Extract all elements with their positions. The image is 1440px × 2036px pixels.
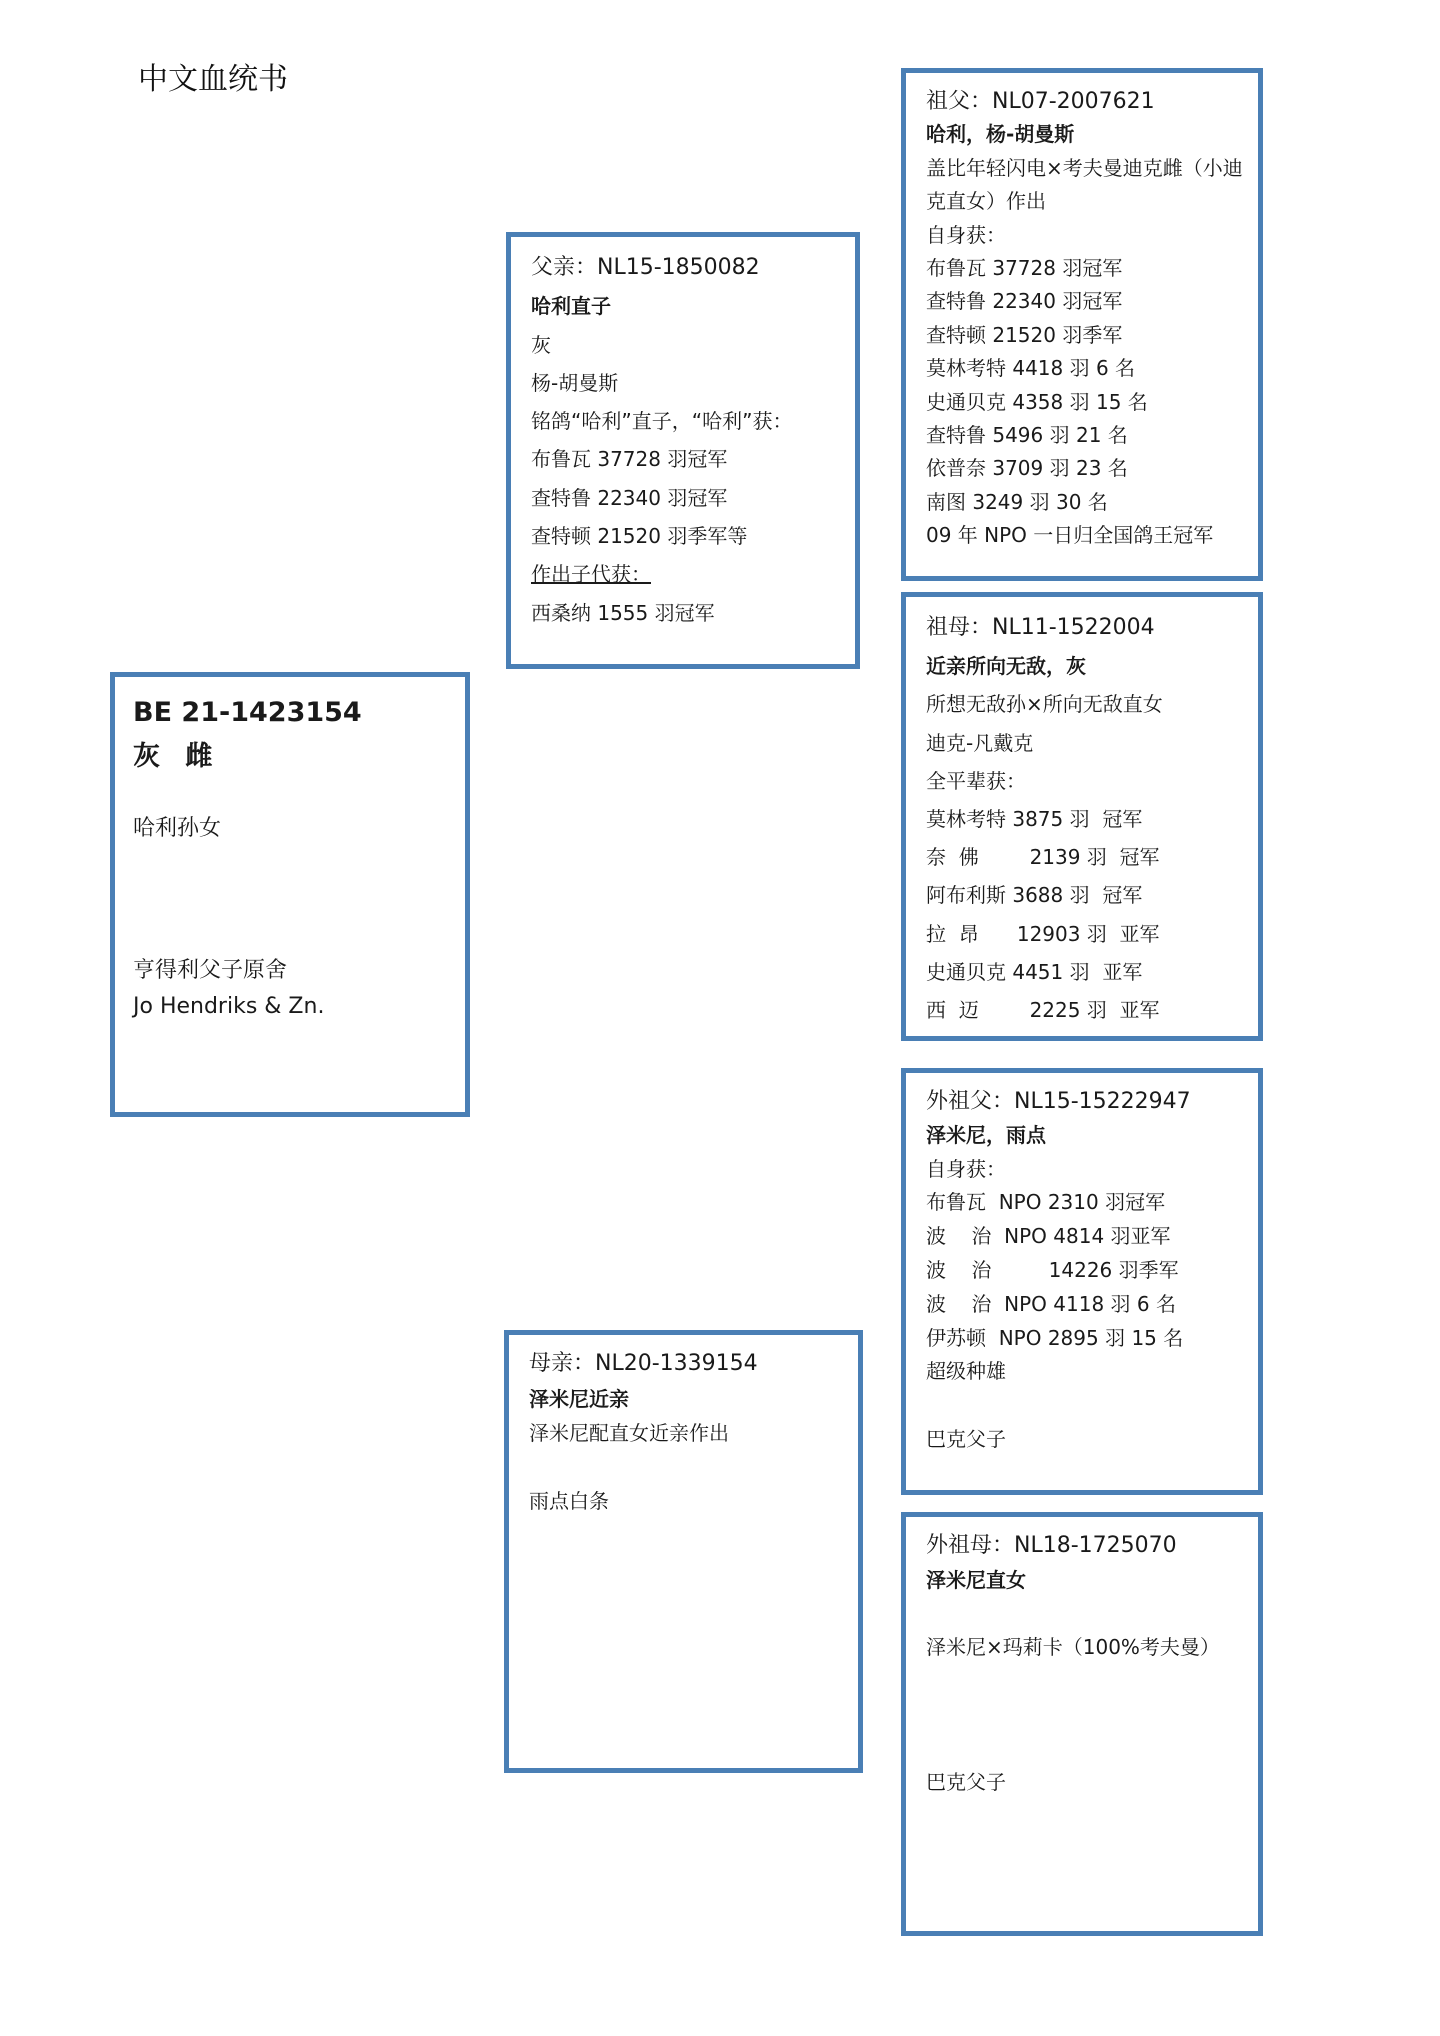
grandsire-line: 依普奈 3709 羽 23 名 bbox=[926, 456, 1128, 481]
subject-pigeon-card bbox=[110, 672, 470, 1117]
grandsire-heading: 祖父：NL07-2007621 bbox=[926, 89, 1155, 114]
maternal-granddam-heading: 外祖母：NL18-1725070 bbox=[926, 1533, 1177, 1558]
subject-relation: 哈利孙女 bbox=[133, 816, 222, 841]
maternal-grandsire-card bbox=[901, 1068, 1263, 1495]
sire-line: 哈利直子 bbox=[531, 294, 611, 319]
maternal-granddam-line bbox=[926, 1731, 1238, 1764]
granddam-line: 阿布利斯 3688 羽 冠军 bbox=[926, 883, 1143, 908]
granddam-line: 奈 佛 2139 羽 冠军 bbox=[926, 845, 1160, 870]
grandsire-card bbox=[901, 68, 1263, 581]
sire-line: 作出子代获： bbox=[531, 562, 651, 587]
sire-line: 布鲁瓦 37728 羽冠军 bbox=[531, 447, 728, 472]
maternal-grandsire-line: 超级种雄 bbox=[926, 1359, 1006, 1384]
dam-line: 泽米尼配直女近亲作出 bbox=[529, 1421, 729, 1445]
granddam-line: 莫林考特 3875 羽 冠军 bbox=[926, 807, 1143, 832]
granddam-line: 近亲所向无敌，灰 bbox=[926, 654, 1086, 679]
maternal-grandsire-line: 布鲁瓦 NPO 2310 羽冠军 bbox=[926, 1190, 1166, 1215]
grandsire-line: 盖比年轻闪电×考夫曼迪克雌（小迪 bbox=[926, 155, 1243, 180]
granddam-line: 全平辈获： bbox=[926, 768, 1026, 793]
sire-card bbox=[506, 232, 860, 669]
maternal-grandsire-line: 泽米尼，雨点 bbox=[926, 1122, 1046, 1147]
sire-line: 查特鲁 22340 羽冠军 bbox=[531, 485, 728, 510]
page-title: 中文血统书 bbox=[138, 62, 288, 97]
maternal-granddam-line bbox=[926, 1664, 1238, 1697]
maternal-granddam-card bbox=[901, 1512, 1263, 1936]
grandsire-line: 查特鲁 22340 羽冠军 bbox=[926, 289, 1123, 314]
sire-line: 西桑纳 1555 羽冠军 bbox=[531, 600, 715, 625]
maternal-granddam-line: 泽米尼×玛莉卡（100%考夫曼） bbox=[926, 1635, 1220, 1660]
subject-color-sex: 灰 雌 bbox=[133, 741, 221, 772]
maternal-granddam-line: 巴克父子 bbox=[926, 1769, 1006, 1794]
maternal-grandsire-line bbox=[926, 1389, 1238, 1422]
maternal-grandsire-line: 波 治 NPO 4814 羽亚军 bbox=[926, 1224, 1171, 1249]
granddam-card bbox=[901, 592, 1263, 1041]
subject-owner-cn: 亨得利父子原舍 bbox=[133, 958, 288, 983]
maternal-grandsire-line: 波 治 14226 羽季军 bbox=[926, 1257, 1179, 1282]
granddam-line: 拉 昂 12903 羽 亚军 bbox=[926, 921, 1160, 946]
maternal-grandsire-line: 巴克父子 bbox=[926, 1426, 1006, 1451]
granddam-line: 迪克-凡戴克 bbox=[926, 730, 1034, 755]
maternal-granddam-line bbox=[926, 1597, 1238, 1630]
grandsire-line: 克直女）作出 bbox=[926, 189, 1046, 214]
sire-heading: 父亲：NL15-1850082 bbox=[531, 255, 760, 280]
grandsire-line: 09 年 NPO 一日归全国鸽王冠军 bbox=[926, 523, 1214, 548]
dam-line: 泽米尼近亲 bbox=[529, 1386, 629, 1411]
grandsire-line: 自身获： bbox=[926, 222, 1006, 247]
grandsire-line: 史通贝克 4358 羽 15 名 bbox=[926, 389, 1148, 414]
dam-heading: 母亲：NL20-1339154 bbox=[529, 1351, 758, 1376]
grandsire-line: 布鲁瓦 37728 羽冠军 bbox=[926, 256, 1123, 281]
maternal-grandsire-line: 波 治 NPO 4118 羽 6 名 bbox=[926, 1291, 1176, 1316]
dam-card bbox=[504, 1330, 863, 1773]
granddam-line: 所想无敌孙×所向无敌直女 bbox=[926, 692, 1163, 717]
granddam-line: 西 迈 2225 羽 亚军 bbox=[926, 998, 1160, 1023]
grandsire-line: 哈利，杨-胡曼斯 bbox=[926, 122, 1075, 147]
sire-line: 查特顿 21520 羽季军等 bbox=[531, 524, 748, 549]
subject-ring-number: BE 21-1423154 bbox=[133, 697, 362, 728]
grandsire-line: 莫林考特 4418 羽 6 名 bbox=[926, 356, 1136, 381]
grandsire-line: 查特顿 21520 羽季军 bbox=[926, 322, 1123, 347]
sire-line: 灰 bbox=[531, 332, 551, 357]
granddam-line: 史通贝克 4451 羽 亚军 bbox=[926, 959, 1143, 984]
sire-line: 杨-胡曼斯 bbox=[531, 370, 619, 395]
grandsire-line: 南图 3249 羽 30 名 bbox=[926, 489, 1108, 514]
maternal-grandsire-line: 伊苏顿 NPO 2895 羽 15 名 bbox=[926, 1325, 1184, 1350]
maternal-granddam-line bbox=[926, 1698, 1238, 1731]
sire-line: 铭鸽“哈利”直子，“哈利”获： bbox=[531, 409, 793, 434]
maternal-grandsire-line: 自身获： bbox=[926, 1156, 1006, 1181]
subject-owner-en: Jo Hendriks & Zn. bbox=[133, 994, 325, 1019]
maternal-grandsire-heading: 外祖父：NL15-15222947 bbox=[926, 1089, 1191, 1114]
dam-line: 雨点白条 bbox=[529, 1488, 609, 1513]
grandsire-line: 查特鲁 5496 羽 21 名 bbox=[926, 423, 1128, 448]
maternal-granddam-line: 泽米尼直女 bbox=[926, 1568, 1026, 1592]
granddam-heading: 祖母：NL11-1522004 bbox=[926, 615, 1155, 640]
dam-line bbox=[529, 1451, 838, 1484]
